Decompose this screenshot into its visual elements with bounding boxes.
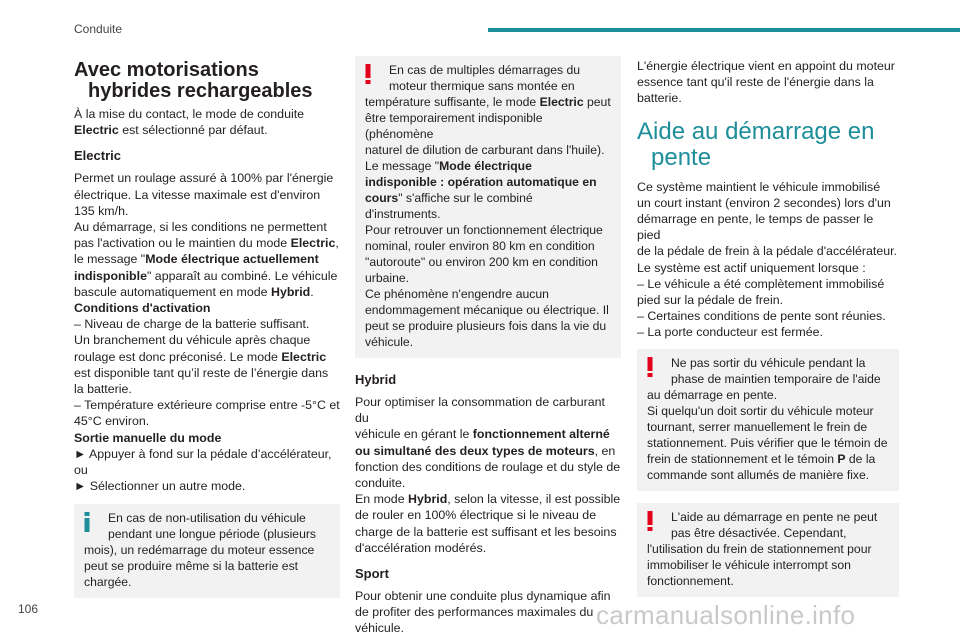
warning-box-cannot-deactivate [637,503,899,597]
conditions-text: la batterie. [74,382,132,397]
warning-text: pas être désactivée. Cependant, [671,525,847,540]
warning-icon [647,511,653,531]
conditions-text: est disponible tant qu’il reste de l’énergie dans [74,365,329,380]
hill-start-text: Le système est actif uniquement lorsque : [637,260,866,275]
warning-text: Ne pas sortir du véhicule pendant la [671,355,866,370]
warning-text: urbaine. [365,271,410,285]
exit-text: ou [74,463,88,478]
title-line-1: Aide au démarrage en [637,117,875,145]
warning-text: endommagement mécanique ou électrique. Il [365,303,609,317]
warning-text: l'utilisation du frein de stationnement pour [647,541,872,556]
warning-text: Pour retrouver un fonctionnement électrique [365,223,603,237]
sport-text: de profiter des performances maximales du [355,605,594,620]
warning-text: nominal, rouler environ 80 km en condition [365,239,595,253]
warning-text: commande sont allumés de manière fixe. [647,467,870,482]
electric-text: Au démarrage, si les conditions ne permettent [74,220,327,235]
exit-heading: Sortie manuelle du mode [74,430,222,445]
warning-text: Si quelqu'un doit sortir du véhicule moteur [647,403,874,418]
conditions-text: – Niveau de charge de la batterie suffisant. [74,317,310,332]
watermark: carmanualsonline.info [596,600,856,630]
conditions-text: 45°C environ. [74,414,150,429]
warning-text: véhicule. [365,335,414,349]
sport-text: véhicule. [355,621,404,636]
exit-text: ► Appuyer à fond sur la pédale d’accélérateur, [74,446,332,461]
warning-text: Le message "Mode électrique [365,159,532,173]
electric-text: indisponible" apparaît au combiné. Le véhicule [74,268,338,283]
conditions-text: Un branchement du véhicule après chaque [74,333,311,348]
hybrid-cont-text: essence tant qu'il reste de l'énergie dans la [637,75,874,90]
warning-text: température suffisante, le mode Electric peut [365,95,611,109]
warning-text: Ce phénomène n'engendre aucun [365,287,549,301]
electric-heading: Electric [74,148,121,164]
electric-text: électrique. La vitesse maximale est d'environ [74,187,321,202]
warning-text: En cas de multiples démarrages du [389,63,581,77]
warning-text: être temporairement indisponible (phénomène [365,111,543,141]
electric-text: bascule automatiquement en mode Hybrid. [74,284,314,299]
warning-text: phase de maintien temporaire de l'aide [671,371,881,386]
hybrid-text: En mode Hybrid, selon la vitesse, il est possible [355,492,621,507]
info-icon [84,512,90,532]
warning-text: moteur thermique sans montée en [389,79,575,93]
hill-start-text: Ce système maintient le véhicule immobilisé [637,179,881,194]
info-text: mois), un redémarrage du moteur essence [84,543,315,558]
warning-text: fonctionnement. [647,573,734,588]
hill-start-text: – Le véhicule a été complètement immobilisé [637,276,885,291]
intro-line-2: Electric est sélectionné par défaut. [74,123,268,138]
hybrid-text: conduite. [355,476,406,491]
info-text: pendant une longue période (plusieurs [108,527,317,542]
column-2 [355,50,621,637]
hill-start-text: de la pédale de frein à la pédale d'accélérateur. [637,244,898,259]
warning-text: L'aide au démarrage en pente ne peut [671,509,878,524]
title-line-1: Avec motorisations [74,59,259,81]
warning-text: cours" s'affiche sur le combiné d'instruments. [365,191,533,221]
hybrid-text: ou simultané des deux types de moteurs, en [355,443,616,458]
title-line-2: hybrides rechargeables [88,80,313,102]
section-title-hill-start [637,119,899,171]
hybrid-cont-text: L'énergie électrique vient en appoint du moteur [637,59,895,73]
column-3 [637,58,899,597]
hill-start-text: – Certaines conditions de pente sont réunies. [637,309,886,324]
hybrid-text: charge de la batterie est suffisant et les besoins [355,524,617,539]
warning-icon [365,64,371,84]
conditions-text: roulage est donc préconisé. Le mode Electric [74,349,327,364]
sport-heading: Sport [355,566,389,582]
warning-text: frein de stationnement et le témoin P de la [647,451,876,466]
electric-text: pas l'activation ou le maintien du mode Electric, [74,236,339,251]
warning-text: tournant, serrer manuellement le frein de [647,419,868,434]
exit-text: ► Sélectionner un autre mode. [74,479,246,494]
hybrid-heading: Hybrid [355,372,397,387]
conditions-text: – Température extérieure comprise entre -5°C et [74,398,340,413]
page-number: 106 [18,602,39,616]
info-text: En cas de non-utilisation du véhicule [108,511,306,526]
hybrid-text: d'accélération modérés. [355,540,487,555]
conditions-heading: Conditions d'activation [74,301,211,316]
warning-text: au démarrage en pente. [647,387,778,402]
hill-start-text: pied sur la pédale de frein. [637,293,784,308]
header-accent-rule [488,28,960,32]
hybrid-text: Pour optimiser la consommation de carburant du [355,395,605,426]
warning-icon [647,357,653,377]
hybrid-cont-text: batterie. [637,91,682,106]
hill-start-text: un court instant (environ 2 secondes) lors d'un [637,195,891,210]
info-text: peut se produire même si la batterie est [84,559,299,574]
warning-text: "autoroute" ou environ 200 km en condition [365,255,598,269]
warning-text: immobiliser le véhicule interrompt son [647,557,851,572]
warning-text: indisponible : opération automatique en [365,175,597,189]
warning-text: naturel de dilution de carburant dans l'huile). [365,143,605,157]
warning-text: peut se produire plusieurs fois dans la vie du [365,319,607,333]
hybrid-text: de rouler en 100% électrique si le niveau de [355,508,597,523]
title-line-2: pente [651,143,712,171]
column-1 [74,60,340,598]
hill-start-text: – La porte conducteur est fermée. [637,325,823,340]
intro-line-1: À la mise du contact, le mode de conduite [74,107,305,121]
info-box-long-storage [74,504,340,598]
section-title-plugin-hybrid [74,60,340,102]
sport-text: Pour obtenir une conduite plus dynamique afin [355,589,611,604]
electric-text: 135 km/h. [74,203,129,218]
hybrid-text: véhicule en gérant le fonctionnement alterné [355,427,610,442]
electric-text: le message "Mode électrique actuellement [74,252,319,267]
warning-text: stationnement. Puis vérifier que le témoin de [647,435,888,450]
hill-start-text: démarrage en pente, le temps de passer le pied [637,212,874,243]
hybrid-text: fonction des conditions de roulage et du style de [355,459,621,474]
page-header-section: Conduite [74,22,123,36]
info-text: chargée. [84,575,132,590]
warning-box-do-not-exit [637,349,899,491]
electric-text: Permet un roulage assuré à 100% par l'énergie [74,171,334,186]
warning-box-electric-unavailable [355,56,621,358]
